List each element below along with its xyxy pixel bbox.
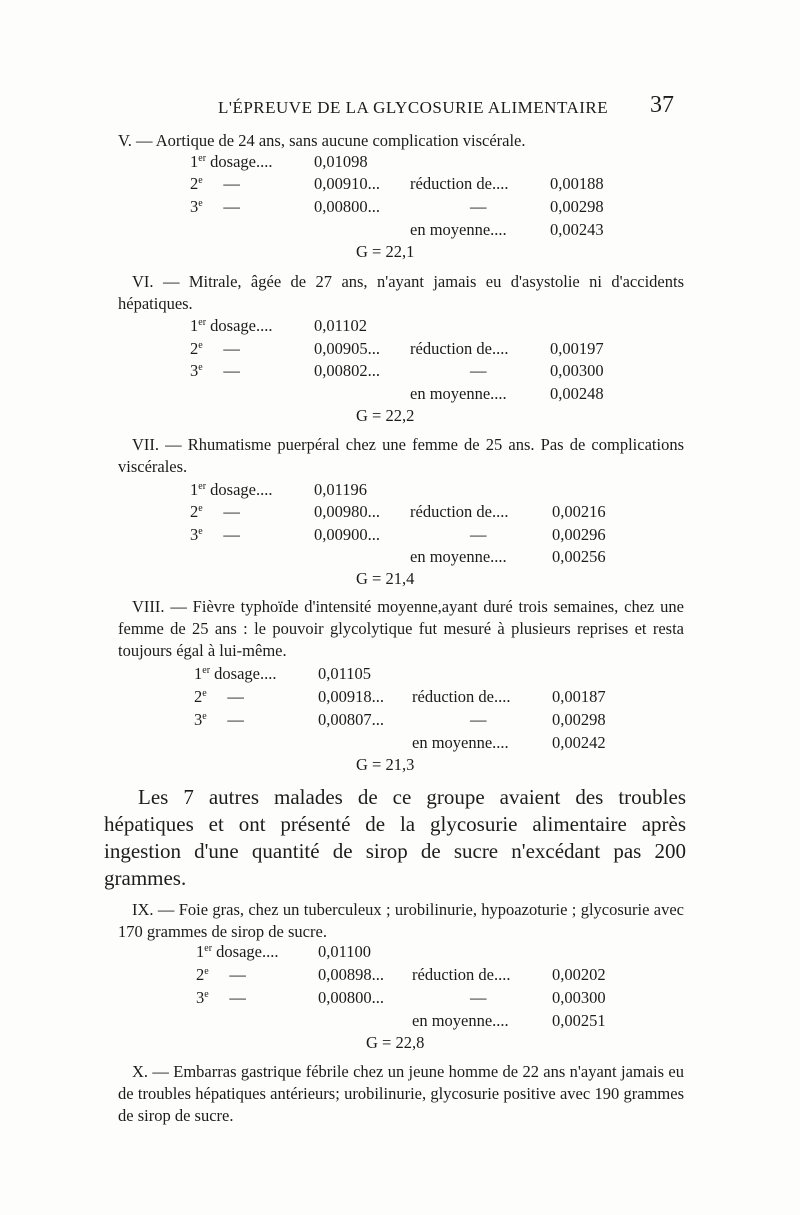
- row-result: 0,00296: [552, 525, 606, 544]
- row-value: 0,01098: [314, 152, 368, 171]
- moyenne-label: en moyenne....: [410, 547, 507, 566]
- moyenne-value: 0,00242: [552, 733, 606, 752]
- row-reduction: —: [470, 197, 487, 216]
- running-title: L'ÉPREUVE DE LA GLYCOSURIE ALIMENTAIRE: [218, 98, 609, 117]
- final-paragraph: X. — Embarras gastrique fébrile chez un jeune homme de 22 ans n'ayant jamais eu de troubles hépatiques antérieurs; urobilinurie, glycosurie positive avec 190 grammes de sirop de sucre.: [118, 1062, 684, 1125]
- row-value: 0,01100: [318, 942, 372, 961]
- row-label: 3e —: [190, 361, 240, 380]
- moyenne-label: en moyenne....: [412, 733, 509, 752]
- row-value: 0,00918...: [318, 687, 384, 706]
- row-value: 0,00910...: [314, 174, 380, 193]
- g-value: G = 21,3: [356, 755, 415, 774]
- row-reduction: —: [470, 525, 487, 544]
- row-reduction: réduction de....: [412, 687, 511, 706]
- row-value: 0,00900...: [314, 525, 380, 544]
- moyenne-label: en moyenne....: [410, 220, 507, 239]
- row-reduction: réduction de....: [410, 502, 509, 521]
- row-label: 3e —: [196, 988, 246, 1007]
- row-reduction: —: [470, 361, 487, 380]
- row-label: 1er dosage....: [196, 942, 279, 961]
- row-value: 0,00905...: [314, 339, 380, 358]
- g-value: G = 22,1: [356, 242, 415, 261]
- row-value: 0,00800...: [318, 988, 384, 1007]
- row-value: 0,01196: [314, 480, 368, 499]
- row-result: 0,00298: [552, 710, 606, 729]
- row-result: 0,00202: [552, 965, 606, 984]
- row-label: 3e —: [190, 525, 240, 544]
- row-label: 1er dosage....: [190, 316, 273, 335]
- case-intro: V. — Aortique de 24 ans, sans aucune complication viscérale.: [118, 131, 526, 150]
- row-result: 0,00216: [552, 502, 606, 521]
- row-value: 0,00800...: [314, 197, 380, 216]
- row-label: 2e —: [196, 965, 246, 984]
- row-value: 0,00807...: [318, 710, 384, 729]
- case-intro: VI. — Mitrale, âgée de 27 ans, n'ayant jamais eu d'asystolie ni d'accidents hépatiques.: [118, 272, 684, 313]
- row-reduction: —: [470, 988, 487, 1007]
- moyenne-value: 0,00243: [550, 220, 604, 239]
- moyenne-value: 0,00251: [552, 1011, 606, 1030]
- g-value: G = 22,8: [366, 1033, 425, 1052]
- moyenne-value: 0,00256: [552, 547, 606, 566]
- row-result: 0,00298: [550, 197, 604, 216]
- row-result: 0,00187: [552, 687, 606, 706]
- row-value: 0,01102: [314, 316, 368, 335]
- row-value: 0,00980...: [314, 502, 380, 521]
- moyenne-label: en moyenne....: [410, 384, 507, 403]
- row-label: 3e —: [194, 710, 244, 729]
- g-value: G = 22,2: [356, 406, 415, 425]
- row-label: 1er dosage....: [194, 664, 277, 683]
- row-label: 1er dosage....: [190, 480, 273, 499]
- row-value: 0,00898...: [318, 965, 384, 984]
- row-label: 2e —: [190, 502, 240, 521]
- row-result: 0,00300: [550, 361, 604, 380]
- row-reduction: —: [470, 710, 487, 729]
- page-number: 37: [650, 92, 674, 118]
- row-reduction: réduction de....: [412, 965, 511, 984]
- row-result: 0,00188: [550, 174, 604, 193]
- moyenne-label: en moyenne....: [412, 1011, 509, 1030]
- row-value: 0,00802...: [314, 361, 380, 380]
- main-paragraph: Les 7 autres malades de ce groupe avaient des troubles hépatiques et ont présenté de la glycosurie alimentaire après ingestion d'une quantité de sirop de sucre n'excédant pas 200 grammes.: [104, 785, 686, 890]
- row-result: 0,00197: [550, 339, 604, 358]
- row-label: 2e —: [190, 339, 240, 358]
- row-result: 0,00300: [552, 988, 606, 1007]
- g-value: G = 21,4: [356, 569, 415, 588]
- case-intro: VIII. — Fièvre typhoïde d'intensité moyenne,ayant duré trois semaines, chez une femme de 25 ans : le pouvoir glycolytique fut mesuré à plusieurs reprises et resta toujours égal à lui-même.: [118, 597, 684, 660]
- page-header: [0, 92, 800, 128]
- row-label: 2e —: [194, 687, 244, 706]
- row-reduction: réduction de....: [410, 339, 509, 358]
- row-label: 3e —: [190, 197, 240, 216]
- row-label: 2e —: [190, 174, 240, 193]
- row-reduction: réduction de....: [410, 174, 509, 193]
- case-intro: VII. — Rhumatisme puerpéral chez une femme de 25 ans. Pas de complications viscérales.: [118, 435, 684, 476]
- case-intro: IX. — Foie gras, chez un tuberculeux ; urobilinurie, hypoazoturie ; glycosurie avec 170 grammes de sirop de sucre.: [118, 900, 684, 941]
- moyenne-value: 0,00248: [550, 384, 604, 403]
- row-label: 1er dosage....: [190, 152, 273, 171]
- row-value: 0,01105: [318, 664, 372, 683]
